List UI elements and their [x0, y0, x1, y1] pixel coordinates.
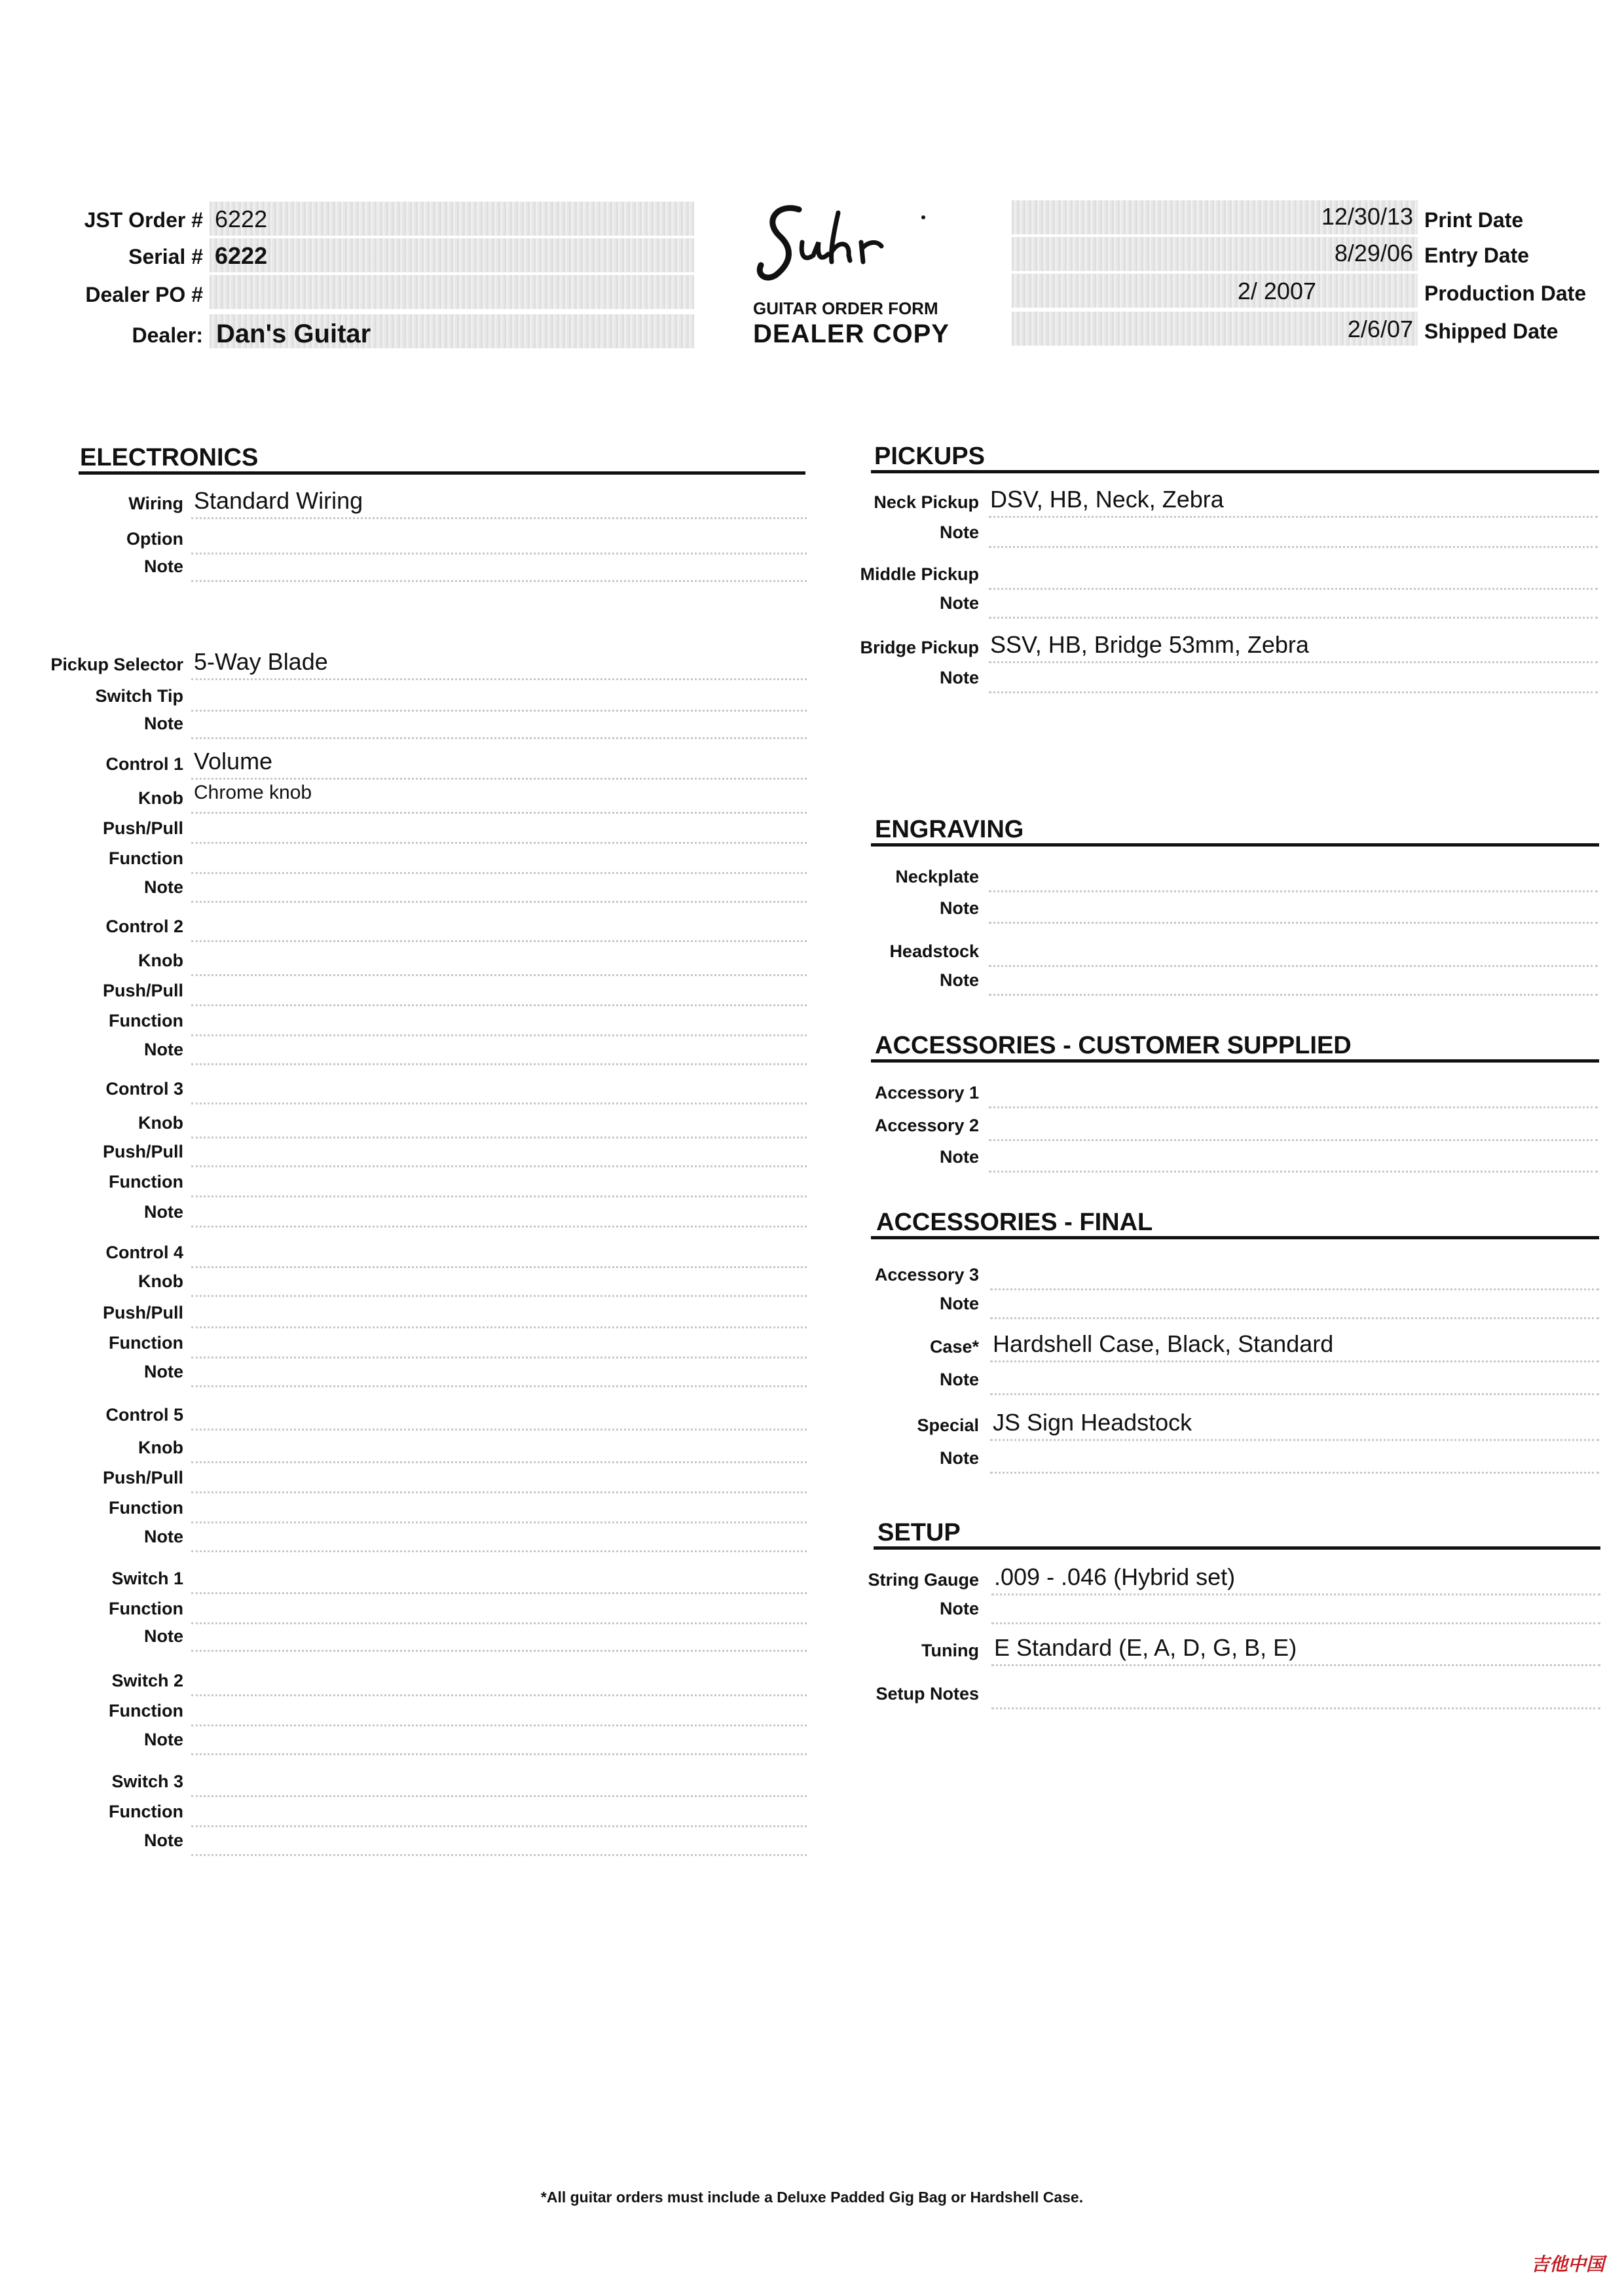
field-label-note: Note — [940, 1147, 979, 1167]
watermark: 吉他中国 — [1530, 2254, 1604, 2274]
header-left-shade — [210, 202, 694, 236]
header-left-shade — [210, 275, 694, 309]
serial-label: Serial # — [128, 245, 203, 268]
field-label-note: Note — [144, 1040, 183, 1059]
field-line — [991, 1707, 1600, 1709]
field-label-accessory-2: Accessory 2 — [874, 1116, 979, 1135]
field-value-knob: Chrome knob — [194, 782, 312, 803]
section-rule — [79, 471, 805, 475]
field-label-note: Note — [144, 1730, 183, 1749]
field-line — [191, 1385, 807, 1387]
section-rule — [871, 1236, 1599, 1239]
field-line — [989, 994, 1598, 996]
field-label-function: Function — [109, 1701, 183, 1721]
field-label-case: Case* — [929, 1337, 979, 1357]
field-label-note: Note — [940, 593, 979, 613]
field-line — [191, 1550, 807, 1552]
serial-value: 6222 — [215, 242, 268, 269]
field-line — [989, 661, 1598, 663]
field-line — [989, 922, 1598, 924]
field-label-switch-2: Switch 2 — [111, 1671, 183, 1690]
field-line — [989, 1171, 1598, 1173]
field-line — [191, 1825, 807, 1827]
section-rule — [871, 470, 1599, 473]
field-line — [991, 1622, 1600, 1624]
production-date-value: 2/ 2007 — [1237, 278, 1316, 304]
field-label-knob: Knob — [138, 1271, 183, 1291]
production-date-label: Production Date — [1424, 282, 1587, 305]
field-label-accessory-3: Accessory 3 — [874, 1265, 979, 1285]
section-rule — [871, 843, 1599, 847]
field-line — [191, 1034, 807, 1036]
field-label-control-3: Control 3 — [105, 1079, 183, 1099]
dealer-po-label: Dealer PO # — [85, 283, 203, 306]
field-label-note: Note — [940, 1370, 979, 1389]
field-line — [191, 1753, 807, 1755]
field-label-setup-notes: Setup Notes — [876, 1684, 979, 1704]
field-label-neck-pickup: Neck Pickup — [874, 492, 979, 512]
field-line — [191, 1724, 807, 1726]
field-value-tuning: E Standard (E, A, D, G, B, E) — [994, 1634, 1297, 1661]
section-rule — [874, 1546, 1600, 1550]
field-line — [990, 1439, 1599, 1441]
acc-final-title: ACCESSORIES - FINAL — [876, 1209, 1153, 1236]
field-line — [990, 1472, 1599, 1474]
field-label-note: Note — [144, 1527, 183, 1546]
field-value-neck-pickup: DSV, HB, Neck, Zebra — [990, 486, 1224, 513]
section-rule — [871, 1059, 1599, 1063]
field-line — [191, 1195, 807, 1197]
field-line — [989, 546, 1598, 548]
print-date-label: Print Date — [1424, 208, 1524, 232]
field-label-note: Note — [940, 1448, 979, 1468]
field-line — [191, 1522, 807, 1523]
field-value-bridge-pickup: SSV, HB, Bridge 53mm, Zebra — [990, 631, 1309, 658]
field-line — [191, 842, 807, 844]
form-copy: DEALER COPY — [753, 319, 950, 348]
field-line — [989, 516, 1598, 518]
field-label-switch-tip: Switch Tip — [95, 686, 183, 706]
field-line — [191, 737, 807, 739]
field-label-pickup-selector: Pickup Selector — [50, 655, 183, 674]
field-label-control-1: Control 1 — [105, 754, 183, 774]
field-line — [191, 1694, 807, 1696]
field-line — [191, 1004, 807, 1006]
field-line — [191, 1266, 807, 1268]
field-line — [191, 812, 807, 814]
field-line — [191, 1165, 807, 1167]
field-line — [989, 1106, 1598, 1108]
field-line — [191, 1063, 807, 1065]
field-label-note: Note — [144, 556, 183, 576]
field-value-special: JS Sign Headstock — [993, 1409, 1192, 1436]
suhr-logo — [753, 190, 943, 295]
field-label-knob: Knob — [138, 788, 183, 808]
shipped-date-label: Shipped Date — [1424, 319, 1559, 343]
field-line — [191, 1622, 807, 1624]
field-line — [191, 872, 807, 874]
field-line — [191, 1592, 807, 1594]
field-label-control-2: Control 2 — [105, 917, 183, 936]
field-label-note: Note — [144, 1362, 183, 1381]
field-line — [191, 1226, 807, 1228]
field-label-function: Function — [109, 1599, 183, 1618]
field-label-push-pull: Push/Pull — [102, 1142, 183, 1161]
field-label-knob: Knob — [138, 1438, 183, 1457]
field-label-note: Note — [144, 1831, 183, 1850]
field-label-note: Note — [144, 1626, 183, 1646]
field-label-option: Option — [126, 529, 183, 549]
field-line — [990, 1288, 1599, 1290]
field-label-note: Note — [940, 1294, 979, 1313]
field-label-knob: Knob — [138, 951, 183, 970]
engraving-title: ENGRAVING — [875, 816, 1024, 843]
setup-title: SETUP — [877, 1519, 961, 1546]
field-line — [989, 890, 1598, 892]
field-value-wiring: Standard Wiring — [194, 487, 363, 514]
field-label-control-5: Control 5 — [105, 1405, 183, 1425]
field-label-switch-1: Switch 1 — [111, 1569, 183, 1588]
field-line — [990, 1360, 1599, 1362]
field-label-push-pull: Push/Pull — [102, 818, 183, 838]
field-line — [990, 1393, 1599, 1395]
field-label-middle-pickup: Middle Pickup — [860, 564, 979, 584]
field-line — [191, 678, 807, 680]
field-label-headstock: Headstock — [889, 941, 979, 961]
field-line — [191, 580, 807, 582]
field-line — [989, 691, 1598, 693]
shipped-date-value: 2/6/07 — [1347, 316, 1413, 342]
field-line — [990, 1317, 1599, 1319]
form-title: GUITAR ORDER FORM — [753, 299, 938, 318]
field-line — [191, 710, 807, 712]
field-line — [191, 940, 807, 942]
footer-note: *All guitar orders must include a Deluxe Padded Gig Bag or Hardshell Case. — [540, 2189, 1084, 2206]
field-label-note: Note — [144, 714, 183, 733]
field-label-function: Function — [109, 1802, 183, 1821]
field-label-push-pull: Push/Pull — [102, 1303, 183, 1322]
field-label-function: Function — [109, 1498, 183, 1518]
field-label-bridge-pickup: Bridge Pickup — [860, 638, 979, 657]
header-left-shade — [210, 238, 694, 272]
field-line — [191, 1429, 807, 1430]
field-line — [191, 1650, 807, 1652]
field-line — [191, 1137, 807, 1139]
field-line — [191, 901, 807, 903]
field-label-accessory-1: Accessory 1 — [874, 1083, 979, 1102]
field-label-note: Note — [940, 970, 979, 990]
field-line — [989, 588, 1598, 590]
field-label-tuning: Tuning — [921, 1641, 979, 1660]
field-label-knob: Knob — [138, 1113, 183, 1133]
field-label-wiring: Wiring — [128, 494, 183, 513]
field-label-switch-3: Switch 3 — [111, 1772, 183, 1791]
field-label-function: Function — [109, 1011, 183, 1030]
field-line — [191, 1461, 807, 1463]
field-label-note: Note — [144, 1202, 183, 1222]
field-line — [191, 1102, 807, 1104]
field-line — [989, 617, 1598, 619]
field-line — [191, 1357, 807, 1358]
field-label-neckplate: Neckplate — [895, 867, 979, 886]
field-value-case: Hardshell Case, Black, Standard — [993, 1330, 1334, 1357]
acc-customer-title: ACCESSORIES - CUSTOMER SUPPLIED — [875, 1032, 1352, 1059]
field-label-push-pull: Push/Pull — [102, 1468, 183, 1487]
field-label-function: Function — [109, 1333, 183, 1353]
field-line — [991, 1594, 1600, 1595]
field-line — [989, 1139, 1598, 1141]
entry-date-label: Entry Date — [1424, 244, 1530, 267]
pickups-title: PICKUPS — [874, 443, 985, 470]
field-line — [191, 1491, 807, 1493]
field-label-function: Function — [109, 1172, 183, 1192]
field-line — [191, 1854, 807, 1856]
field-line — [191, 974, 807, 976]
jst-order-value: 6222 — [215, 206, 268, 232]
electronics-title: ELECTRONICS — [80, 444, 259, 471]
field-label-string-gauge: String Gauge — [868, 1570, 979, 1590]
print-date-value: 12/30/13 — [1321, 203, 1413, 230]
field-label-push-pull: Push/Pull — [102, 981, 183, 1000]
field-label-control-4: Control 4 — [105, 1243, 183, 1262]
dealer-label: Dealer: — [132, 323, 203, 347]
field-line — [191, 1295, 807, 1297]
entry-date-value: 8/29/06 — [1334, 240, 1413, 266]
field-value-string-gauge: .009 - .046 (Hybrid set) — [994, 1563, 1236, 1590]
dealer-value: Dan's Guitar — [216, 319, 371, 348]
field-label-note: Note — [940, 898, 979, 918]
field-line — [191, 517, 807, 519]
field-label-note: Note — [940, 668, 979, 687]
field-label-note: Note — [144, 877, 183, 897]
field-value-control-1: Volume — [194, 748, 273, 774]
field-line — [989, 965, 1598, 967]
jst-order-label: JST Order # — [84, 208, 203, 232]
field-line — [991, 1664, 1600, 1666]
field-label-note: Note — [940, 522, 979, 542]
field-line — [191, 553, 807, 555]
field-line — [191, 1326, 807, 1328]
field-label-function: Function — [109, 848, 183, 868]
field-label-special: Special — [917, 1415, 979, 1435]
field-value-pickup-selector: 5-Way Blade — [194, 648, 328, 675]
field-line — [191, 1795, 807, 1797]
field-label-note: Note — [940, 1599, 979, 1618]
field-line — [191, 778, 807, 780]
